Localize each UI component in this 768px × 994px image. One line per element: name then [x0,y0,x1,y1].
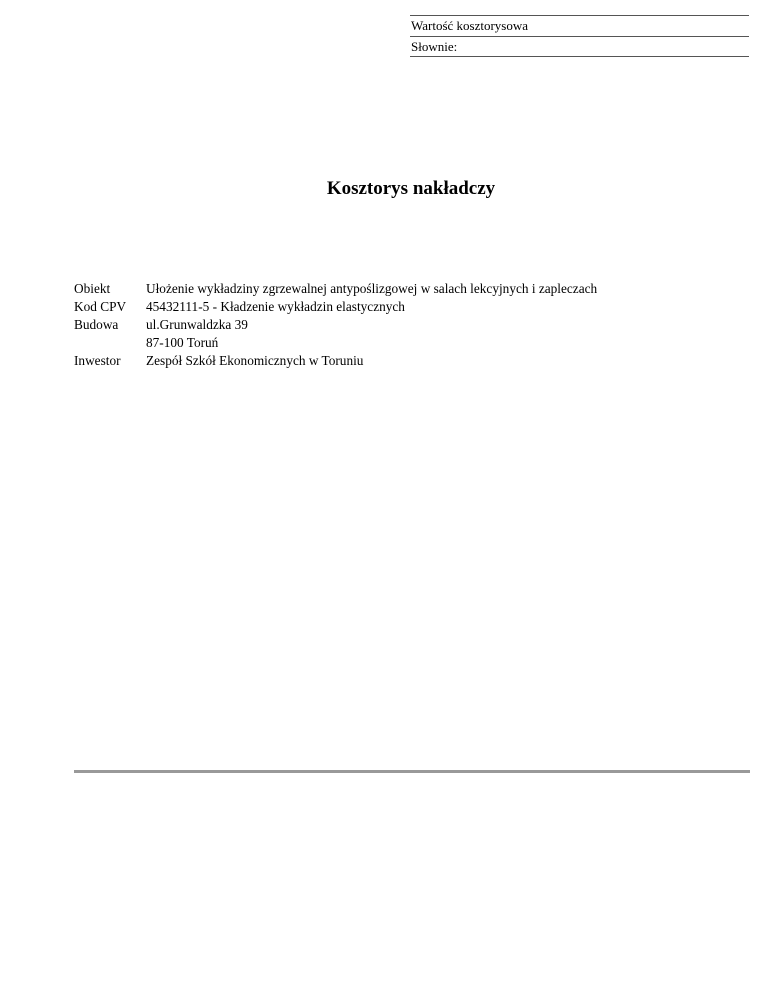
cpv-value: 45432111-5 - Kładzenie wykładzin elastycznych [146,299,405,314]
site-address-line2: 87-100 Toruń [146,335,219,350]
cost-value-box [410,15,749,57]
object-value: Ułożenie wykładziny zgrzewalnej antypoślizgowej w salach lekcyjnych i zapleczach [146,281,598,296]
investor-label: Inwestor [74,353,121,368]
site-address [146,316,248,352]
document-title: Kosztorys nakładczy [326,178,496,199]
site-label: Budowa [74,317,119,332]
cpv-row [74,298,597,316]
site-address-line1: ul.Grunwaldzka 39 [146,317,248,332]
project-info [74,280,597,370]
site-row [74,316,597,352]
cost-value-label: Wartość kosztorysowa [411,18,529,33]
object-label: Obiekt [74,281,111,296]
investor-row [74,352,597,370]
cost-value-row [410,15,749,36]
investor-value: Zespół Szkół Ekonomicznych w Toruniu [146,353,364,368]
object-row [74,280,597,298]
bottom-divider [74,770,750,773]
in-words-label: Słownie: [411,39,458,54]
in-words-row [410,36,749,57]
cpv-label: Kod CPV [74,299,127,314]
